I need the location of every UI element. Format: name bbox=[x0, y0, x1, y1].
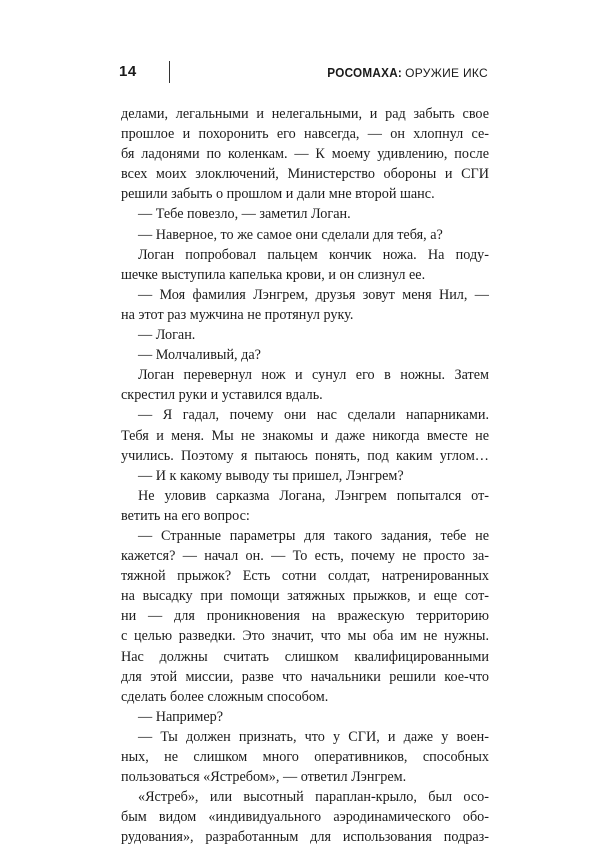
text-line: Тебя и меня. Мы не знакомы и даже никогда вместе не bbox=[121, 427, 489, 444]
text-line: пользоваться «Ястребом», — ответил Лэнгрем. bbox=[121, 769, 407, 786]
text-line: — Например? bbox=[138, 708, 224, 725]
text-line: — Тебе повезло, — заметил Логан. bbox=[138, 206, 351, 223]
text-line: рудования», разработанным для использования подраз- bbox=[121, 829, 489, 846]
text-line: — Наверное, то же самое они сделали для тебя, а? bbox=[138, 226, 443, 243]
text-line: — Молчаливый, да? bbox=[138, 347, 261, 364]
text-line: делами, легальными и нелегальными, и рад забыть свое bbox=[121, 106, 489, 122]
text-line: ветить на его вопрос: bbox=[121, 507, 250, 524]
text-line: с целью разведки. Это значит, что мы оба им не нужны. bbox=[121, 628, 489, 645]
text-line: — Странные параметры для такого задания, тебе не bbox=[138, 527, 489, 544]
text-line: Логан перевернул нож и сунул его в ножны. Затем bbox=[138, 367, 489, 384]
text-line: — И к какому выводу ты пришел, Лэнгрем? bbox=[138, 467, 404, 484]
text-line: на этот раз мужчина не протянул руку. bbox=[121, 306, 354, 323]
text-line: решили забыть о прошлом и дали мне второй шанс. bbox=[121, 186, 435, 203]
body-text bbox=[121, 104, 489, 847]
text-line: всех моих злоключений, Министерство обороны и СГИ bbox=[121, 166, 489, 183]
text-line: Логан попробовал пальцем кончик ножа. На поду- bbox=[138, 246, 489, 263]
running-head bbox=[319, 64, 488, 82]
page-number: 14 bbox=[119, 63, 137, 80]
text-line: тяжной прыжок? Есть сотни солдат, натренированных bbox=[121, 568, 489, 585]
text-line: бя ладонями по коленкам. — К моему удивлению, после bbox=[121, 146, 489, 163]
text-line: на высадку при помощи затяжных прыжков, и еще сот- bbox=[121, 588, 489, 605]
text-line: Не уловив сарказма Логана, Лэнгрем попытался от- bbox=[138, 487, 489, 504]
book-title: РОСОМАХА: bbox=[327, 65, 403, 80]
text-line: шечке выступила капелька крови, и он слизнул ее. bbox=[121, 266, 426, 283]
text-line: скрестил руки и уставился вдаль. bbox=[121, 387, 323, 404]
text-line: сделать более сложным способом. bbox=[121, 688, 329, 705]
text-line: — Логан. bbox=[138, 327, 196, 344]
text-line: прошлое и похоронить его навсегда, — он хлопнул се- bbox=[121, 126, 489, 143]
text-line: бым видом «индивидуального аэродинамического обо- bbox=[121, 809, 489, 826]
book-subtitle: ОРУЖИЕ ИКС bbox=[405, 66, 488, 80]
text-line: кажется? — начал он. — То есть, почему не просто за- bbox=[121, 548, 489, 565]
page-header bbox=[119, 61, 488, 87]
text-line: Нас должны считать слишком квалифицированными bbox=[121, 648, 489, 665]
text-line: ни — для проникновения на вражескую территорию bbox=[121, 608, 489, 625]
header-divider bbox=[169, 61, 170, 83]
text-line: — Ты должен признать, что у СГИ, и даже у воен- bbox=[138, 728, 489, 745]
text-line: ных, не слишком много оперативников, способных bbox=[121, 749, 489, 765]
text-line: учились. Поэтому я пытаюсь понять, под каким углом… bbox=[121, 447, 489, 464]
text-line: — Я гадал, почему они нас сделали напарниками. bbox=[138, 407, 489, 424]
text-line: для этой миссии, разве что начальники решили кое-что bbox=[121, 668, 489, 685]
text-line: — Моя фамилия Лэнгрем, друзья зовут меня Нил, — bbox=[138, 286, 489, 303]
text-line: «Ястреб», или высотный парaплан-крыло, был осо- bbox=[138, 789, 489, 806]
